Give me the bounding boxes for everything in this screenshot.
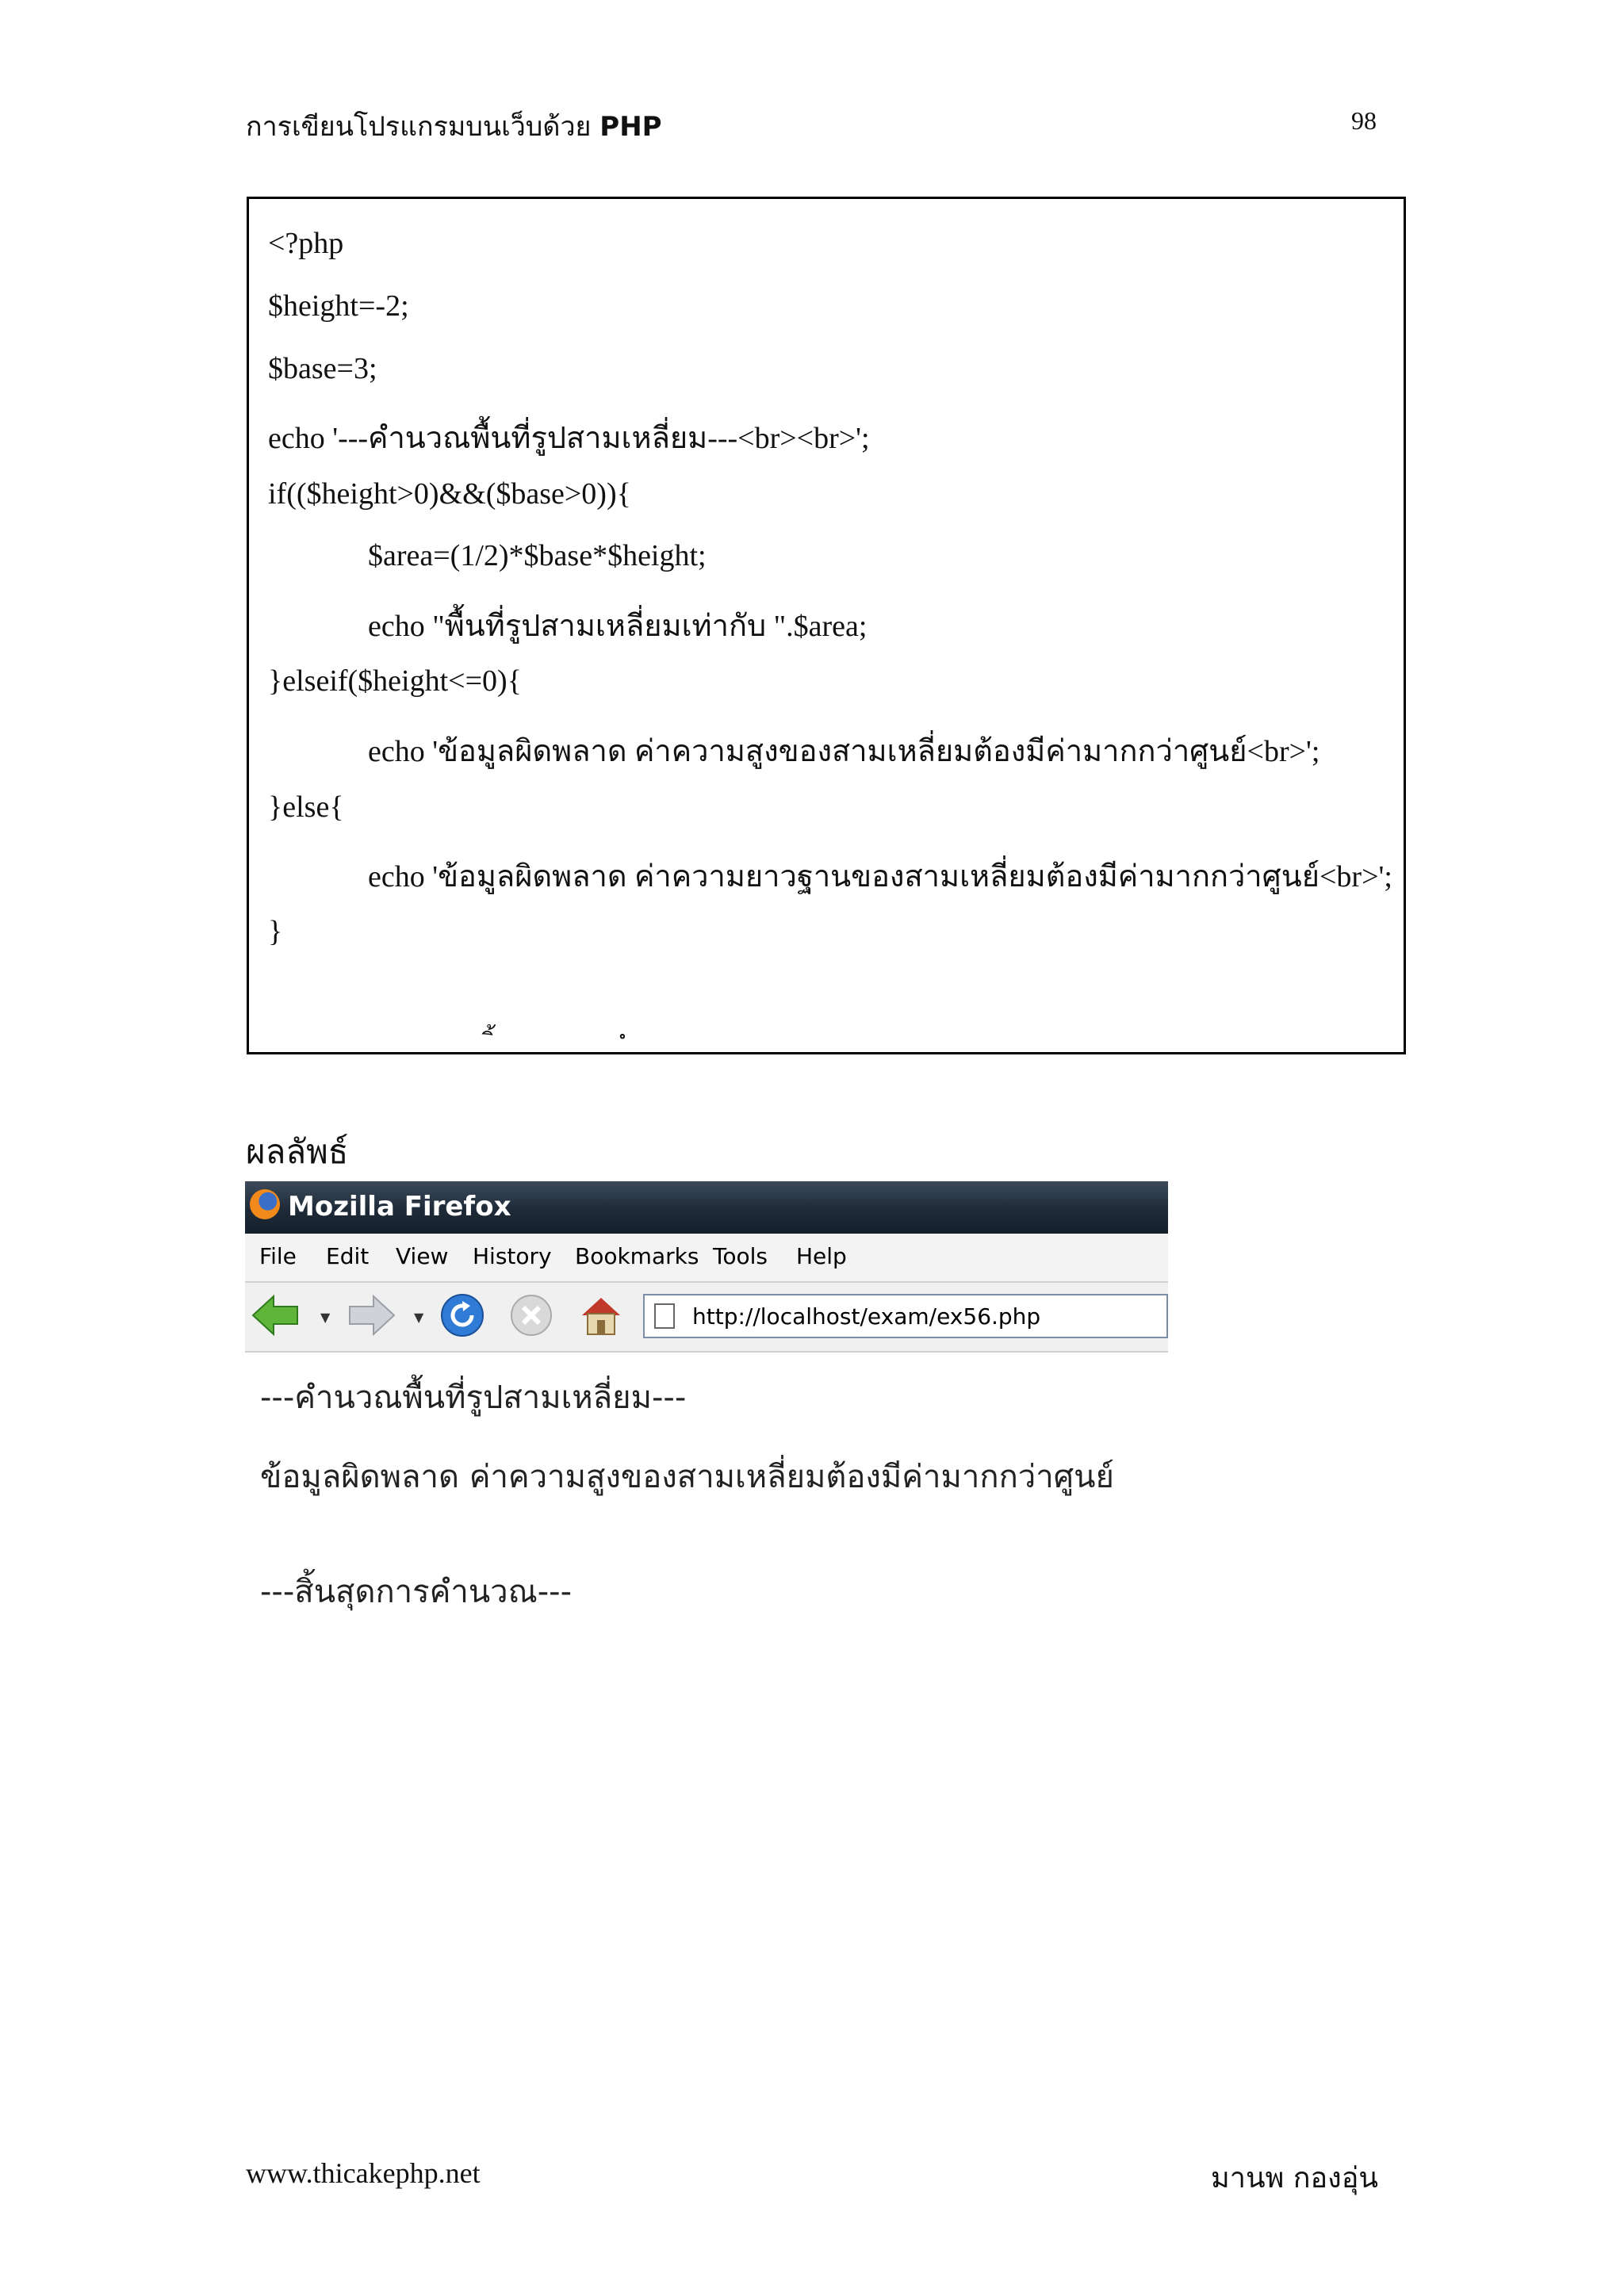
url-input[interactable] [643, 1294, 1168, 1338]
back-dropdown-icon[interactable]: ▼ [320, 1310, 331, 1325]
code-listing-box [247, 197, 1406, 1054]
reload-icon[interactable] [438, 1291, 487, 1340]
code-line: }elseif($height<=0){ [268, 664, 522, 698]
header-title-php: PHP [599, 111, 662, 143]
browser-title: Mozilla Firefox [288, 1191, 511, 1223]
home-icon[interactable] [576, 1291, 626, 1340]
url-text: http://localhost/exam/ex56.php [692, 1303, 1041, 1330]
stop-icon[interactable] [507, 1291, 556, 1340]
menu-edit[interactable]: Edit [326, 1243, 370, 1269]
page-icon [654, 1303, 675, 1329]
output-line: ---คำนวณพื้นที่รูปสามเหลี่ยม--- [260, 1380, 687, 1416]
footer-website: www.thicakephp.net [246, 2157, 481, 2189]
menu-file[interactable]: File [259, 1243, 297, 1269]
firefox-logo-icon [250, 1189, 280, 1219]
code-line: echo '---คำนวณพื้นที่รูปสามเหลี่ยม---<br><br>'; [268, 422, 870, 455]
menu-tools[interactable]: Tools [713, 1243, 768, 1269]
menu-history[interactable]: History [473, 1243, 552, 1269]
menu-bar [245, 1234, 1168, 1283]
navigation-toolbar [245, 1283, 1168, 1353]
menu-bookmarks[interactable]: Bookmarks [575, 1243, 699, 1269]
header-title-thai: การเขียนโปรแกรมบนเว็บด้วย [246, 111, 592, 143]
code-line: echo "พื้นที่รูปสามเหลี่ยมเท่ากับ ".$area; [368, 610, 868, 643]
output-line: ข้อมูลผิดพลาด ค่าความสูงของสามเหลี่ยมต้องมีค่ามากกว่าศูนย์ [260, 1459, 1114, 1495]
menu-help[interactable]: Help [796, 1243, 847, 1269]
page-number: 98 [1351, 106, 1377, 135]
code-line: <?php [268, 227, 344, 260]
back-arrow-icon[interactable] [251, 1291, 301, 1340]
code-line: $base=3; [268, 352, 377, 385]
header-title [246, 105, 662, 147]
code-line: $height=-2; [268, 289, 409, 323]
output-line: ---สิ้นสุดการคำนวณ--- [260, 1574, 573, 1610]
code-line: if(($height>0)&&($base>0)){ [268, 477, 631, 511]
code-line: }else{ [268, 790, 344, 824]
code-line: echo 'ข้อมูลผิดพลาด ค่าความสูงของสามเหลี่ยมต้องมีค่ามากกว่าศูนย์<br>'; [368, 735, 1320, 768]
code-line: $area=(1/2)*$base*$height; [368, 539, 707, 572]
code-line: echo 'ข้อมูลผิดพลาด ค่าความยาวฐานของสามเหลี่ยมต้องมีค่ามากกว่าศูนย์<br>'; [368, 860, 1392, 894]
result-label: ผลลัพธ์ [246, 1132, 349, 1171]
browser-titlebar [245, 1181, 1168, 1234]
browser-window [245, 1181, 1168, 1356]
footer-author: มานพ กองอุ่น [1211, 2162, 1378, 2195]
menu-view[interactable]: View [396, 1243, 449, 1269]
code-line: } [268, 915, 283, 948]
forward-dropdown-icon[interactable]: ▼ [414, 1310, 424, 1325]
forward-arrow-icon[interactable] [347, 1291, 396, 1340]
